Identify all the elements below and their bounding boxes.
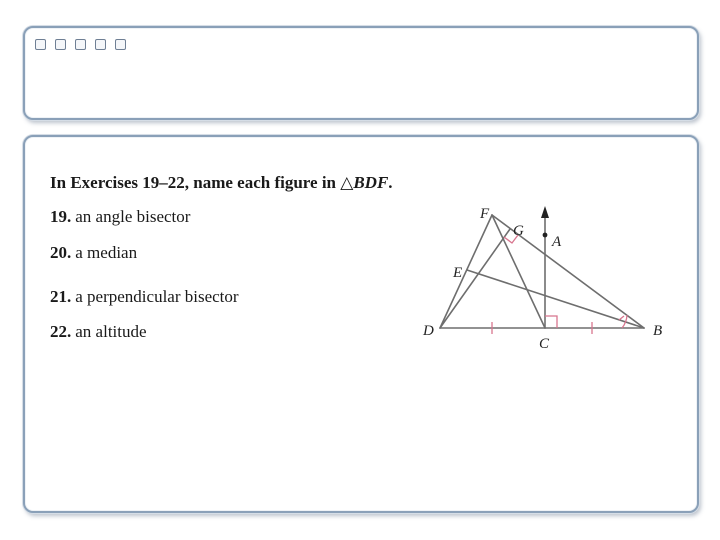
point-a [543,233,548,238]
main-panel [23,135,699,513]
exercise-item-20 [50,243,137,263]
label-c: C [539,336,550,352]
item-number: 22. [50,322,72,341]
triangle-name: BDF [353,173,389,192]
label-g: G [513,223,524,239]
heading-prefix: In Exercises 19–22, name each figure in [50,173,341,192]
item-number: 20. [50,243,72,262]
item-text: an altitude [75,322,147,341]
label-e: E [453,265,463,281]
exercise-item-22 [50,322,147,342]
control-square-button-1[interactable] [35,39,46,50]
angle-arc-b-2 [619,316,624,320]
label-d: D [423,323,434,339]
triangle-symbol: △ [340,173,354,192]
window-controls [35,39,126,50]
segment-eb [467,270,644,328]
item-number: 19. [50,207,72,226]
ray-arrowhead [541,206,549,218]
control-square-button-5[interactable] [115,39,126,50]
item-text: a median [75,243,138,262]
item-text: an angle bisector [75,207,191,226]
control-square-button-3[interactable] [75,39,86,50]
exercise-item-19 [50,207,190,227]
right-angle-mark-c [545,316,557,328]
side-df [440,215,492,328]
segment-dg [440,229,510,328]
label-b: B [653,323,663,339]
item-text: a perpendicular bisector [75,287,239,306]
control-square-button-4[interactable] [95,39,106,50]
label-a: A [552,234,562,250]
triangle-figure [195,169,695,361]
heading-suffix: . [388,173,393,192]
control-square-button-2[interactable] [55,39,66,50]
label-f: F [480,206,490,222]
item-number: 21. [50,287,72,306]
top-panel [23,26,699,120]
